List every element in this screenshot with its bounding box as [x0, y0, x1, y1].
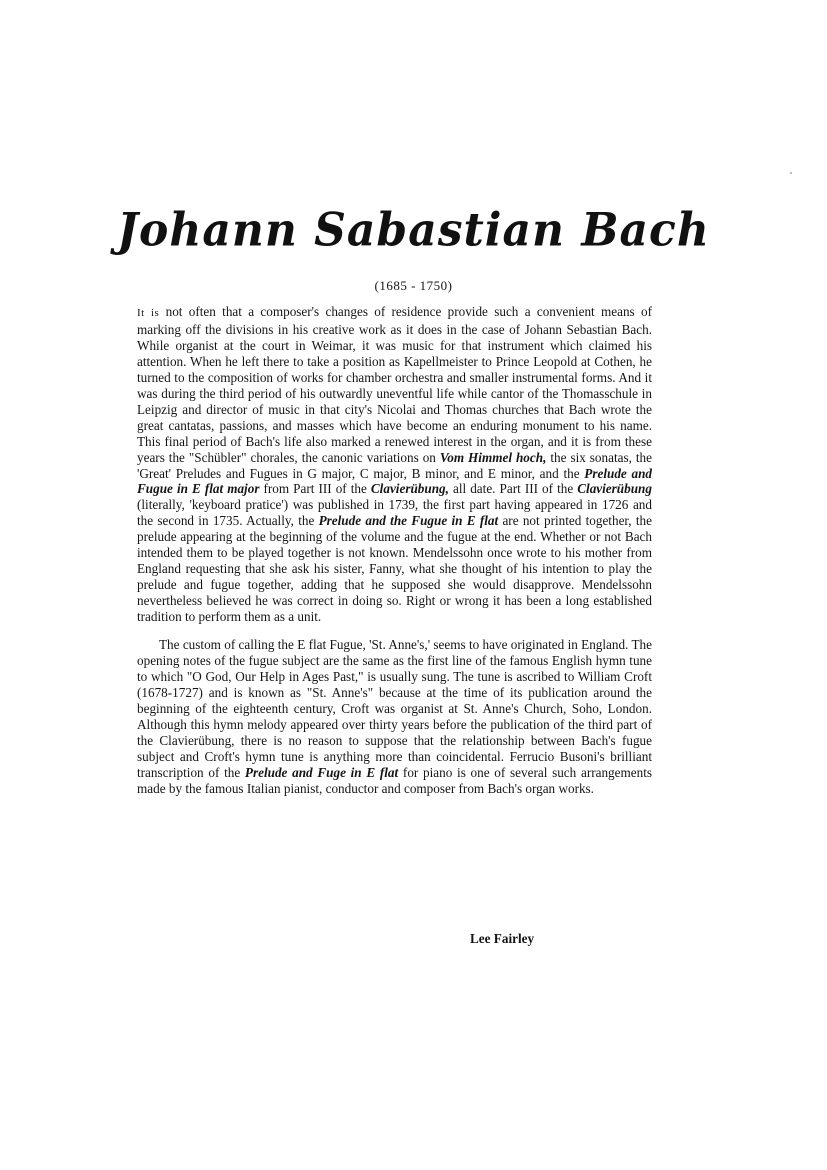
paragraph-2-text-1: The custom of calling the E flat Fugue, 'St. Anne's,' seems to have originated in England. The opening notes of the fugue subject are the same as the first line of the famous English hymn tune to which "O God, Our Help in Ages Past," is usually sung. The tune is ascribed to William Croft (1678-1727) and is known as "St. Anne's" because at the time of its publication around the beginning of the eighteenth century, Croft was organist at St. Anne's Church, Soho, London. Although this hymn melody appeared over thirty years before the publication of the third part of the Clavierübung, there is no reason to suppose that the relationship between Bach's fugue subject and Croft's hymn tune is anything more than coincidental. Ferrucio Busoni's brilliant transcription of the	[137, 637, 652, 780]
paragraph-1-text-2: the six sonatas, the 'Great' Preludes and Fugues in G major, C major, B minor, and E minor, and the	[137, 449, 653, 481]
scan-speck	[790, 172, 792, 174]
paragraph-2	[137, 637, 652, 797]
paragraph-1-lead: It is	[137, 307, 160, 319]
body-text	[137, 304, 652, 797]
paragraph-2-italic-1: Prelude and Fuge in E flat	[244, 764, 399, 780]
paragraph-1-italic-3: Clavierübung,	[370, 481, 449, 497]
paragraph-1-italic-1: Vom Himmel hoch,	[439, 449, 547, 465]
paragraph-1-italic-2: Prelude and Fugue in E flat major	[137, 465, 653, 497]
paragraph-1-text-5: (literally, 'keyboard pratice') was published in 1739, the first part having appeared in 1726 and the second in 1735. Actually, the	[137, 497, 652, 529]
author-signature: Lee Fairley	[470, 931, 535, 946]
paragraph-1-text-4: all date. Part III of the	[448, 481, 578, 497]
paragraph-1-text-1: not often that a composer's changes of residence provide such a convenient means of marking off the divisions in his creative work as it does in the case of Johann Sebastian Bach. While organist at the court in Weimar, it was music for that instrument which claimed his attention. When he left there to take a position as Kapellmeister to Prince Leopold at Cothen, he turned to the composition of works for chamber orchestra and smaller instrumental forms. And it was during the third period of his outwardly uneventful life while cantor of the Thomasschule in Leipzig and director of music in that city's Nicolai and Thomas churches that Bach wrote the great cantatas, passions, and masses which have become an enduring monument to his name. This final period of Bach's life also marked a renewed interest in the organ, and it is from these years the "Schübler" chorales, the canonic variations on	[137, 304, 652, 465]
paragraph-1-text-3: from Part III of the	[259, 481, 371, 497]
paragraph-1-text-6: are not printed together, the prelude appearing at the beginning of the volume and the fugue at the end. Whether or not Bach intended them to be played together is not known. Mendelssohn once wrote to his mother from England requesting that she ask his sister, Fanny, what she thought of his intention to play the prelude and fugue together, adding that he supposed she would disapprove. Mendelssohn nevertheless believed he was correct in doing so. Right or wrong it has been a long established tradition to perform them as a unit.	[137, 513, 652, 625]
paragraph-2-text-2: for piano is one of several such arrangements made by the famous Italian pianist, conductor and composer from Bach's organ works.	[137, 764, 652, 796]
page-title: Johann Sabastian Bach	[117, 203, 710, 258]
paragraph-1	[137, 304, 652, 625]
paragraph-1-italic-5: Prelude and the Fugue in E flat	[318, 513, 499, 529]
composer-dates: (1685 - 1750)	[374, 278, 453, 293]
paragraph-1-italic-4: Clavierübung	[577, 481, 652, 497]
